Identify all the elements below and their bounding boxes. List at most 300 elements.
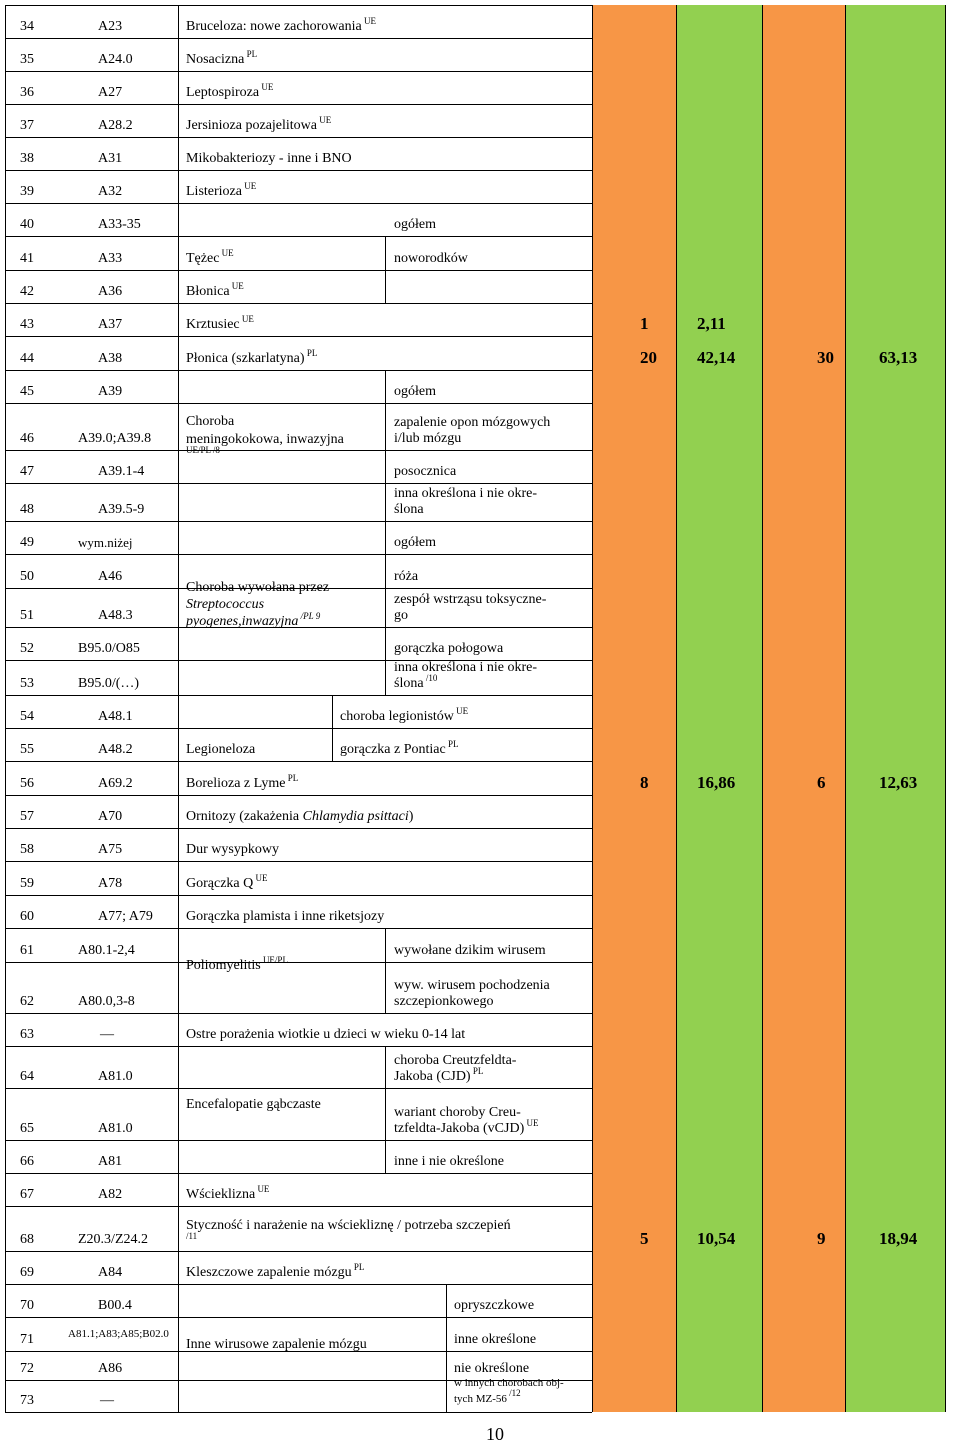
row-number-text: 53 xyxy=(20,676,34,691)
row-number-text: 38 xyxy=(20,151,34,166)
row-line xyxy=(5,137,592,138)
disease-code-text: A46 xyxy=(98,569,123,584)
row-line xyxy=(5,71,592,72)
subcategory-label-text: inna określona i nie okre- xyxy=(394,660,538,675)
subcategory-label-line2 xyxy=(394,608,408,624)
row-number-text: 67 xyxy=(20,1187,34,1202)
disease-name xyxy=(186,314,254,333)
row-line xyxy=(5,521,592,522)
row-line xyxy=(5,695,592,696)
row-number-text: 66 xyxy=(20,1154,34,1169)
value-v4-text: 63,13 xyxy=(879,348,918,367)
disease-name-text: Jersinioza pozajelitowa xyxy=(186,118,318,133)
subcategory-label-line2 xyxy=(394,1066,484,1085)
disease-code-text: A39.1-4 xyxy=(98,464,145,479)
group-strepto-l3b: inwazyjna xyxy=(241,614,299,629)
row-number-text: 60 xyxy=(20,909,34,924)
disease-code-text: A80.0,3-8 xyxy=(78,994,135,1009)
disease-code-text: A27 xyxy=(98,85,123,100)
subcategory-label-line2 xyxy=(454,1388,521,1405)
disease-code xyxy=(98,118,133,134)
value-v4-text: 18,94 xyxy=(879,1229,918,1248)
row-number xyxy=(20,809,34,825)
disease-code xyxy=(98,502,144,518)
row-number xyxy=(20,994,34,1010)
disease-code-text: A81 xyxy=(98,1154,123,1169)
disease-code-text: A84 xyxy=(98,1265,123,1280)
value-v2-text: 42,14 xyxy=(697,348,736,367)
subcategory-label-line2 xyxy=(394,994,494,1010)
disease-code xyxy=(78,1232,148,1248)
disease-name-sup-line xyxy=(186,1231,198,1250)
subcategory-label-text: nie określone xyxy=(454,1361,530,1376)
value-v4 xyxy=(879,1231,917,1247)
disease-code xyxy=(98,742,133,758)
row-number xyxy=(20,676,34,692)
row-number-text: 44 xyxy=(20,351,34,366)
disease-code-text: A23 xyxy=(98,19,123,34)
subcategory-label-line2-text: tych MZ-56 xyxy=(454,1393,507,1405)
row-number-text: 40 xyxy=(20,217,34,232)
superscript: UE xyxy=(229,281,244,291)
row-number-text: 45 xyxy=(20,384,34,399)
subcategory-label xyxy=(394,569,418,585)
superscript: PL xyxy=(244,49,258,59)
row-number-text: 61 xyxy=(20,943,34,958)
disease-code-text: A82 xyxy=(98,1187,123,1202)
subcategory-label-text: róża xyxy=(394,569,419,584)
disease-code-text: A39.5-9 xyxy=(98,502,145,517)
row-line xyxy=(5,1317,592,1318)
subcategory-label-text: choroba legionistów xyxy=(340,709,454,724)
row-number xyxy=(20,943,34,959)
disease-name-text: Kleszczowe zapalenie mózgu xyxy=(186,1265,352,1280)
subcategory-label xyxy=(394,978,550,994)
disease-code xyxy=(100,1027,114,1043)
page-number: 10 xyxy=(486,1424,504,1444)
disease-name xyxy=(186,348,318,367)
disease-name xyxy=(186,1027,465,1043)
row-number-text: 48 xyxy=(20,502,34,517)
subcategory-divider xyxy=(385,236,386,303)
row-line xyxy=(5,1206,592,1207)
disease-code-text: Z20.3/Z24.2 xyxy=(78,1232,148,1247)
group-meningo-l1 xyxy=(186,414,234,430)
superscript: UE xyxy=(317,115,332,125)
disease-code xyxy=(98,1121,133,1137)
superscript: UE/PL xyxy=(260,955,288,965)
row-line xyxy=(5,728,592,729)
row-number xyxy=(20,535,34,551)
disease-code xyxy=(98,1361,122,1377)
row-number-text: 68 xyxy=(20,1232,34,1247)
superscript: PL xyxy=(351,1262,365,1272)
disease-code-text: A81.0 xyxy=(98,1069,133,1084)
disease-code-text: B95.0/(…) xyxy=(78,676,140,691)
disease-code xyxy=(98,317,122,333)
disease-code xyxy=(98,608,133,624)
subcategory-label-text: inne określone xyxy=(454,1332,537,1347)
disease-code-text: A80.1-2,4 xyxy=(78,943,135,958)
row-number xyxy=(20,384,34,400)
row-line xyxy=(5,1251,592,1252)
group-wirus-text: Inne wirusowe zapalenie mózgu xyxy=(186,1337,367,1352)
subcategory-label-line2 xyxy=(394,673,438,692)
row-line xyxy=(5,236,592,237)
row-number xyxy=(20,251,34,267)
disease-name xyxy=(186,115,332,134)
row-line xyxy=(5,761,592,762)
disease-code-text: A24.0 xyxy=(98,52,133,67)
group-meningo-l2-text: meningokokowa, inwazyjna xyxy=(186,432,344,447)
name-divider xyxy=(178,5,179,1412)
disease-name xyxy=(186,809,413,825)
superscript: PL xyxy=(304,348,318,358)
row-number xyxy=(20,284,34,300)
row-number-text: 56 xyxy=(20,776,34,791)
subcategory-label xyxy=(454,1298,534,1314)
disease-code-text: A33-35 xyxy=(98,217,141,232)
row-number xyxy=(20,1393,34,1409)
value-v4 xyxy=(879,775,917,791)
disease-code xyxy=(98,569,122,585)
disease-code-text: A36 xyxy=(98,284,123,299)
subcategory-label-text: inna określona i nie okre- xyxy=(394,486,538,501)
row-number-text: 65 xyxy=(20,1121,34,1136)
row-number-text: 35 xyxy=(20,52,34,67)
disease-name-text: Gorączka plamista i inne riketsjozy xyxy=(186,909,385,924)
superscript: PL xyxy=(470,1066,484,1076)
disease-name xyxy=(186,151,352,167)
disease-code xyxy=(98,19,122,35)
subcategory-label xyxy=(394,660,537,676)
row-number-text: 57 xyxy=(20,809,34,824)
row-line xyxy=(5,828,592,829)
subcategory-label-line2-text: tzfeldta-Jakoba (vCJD) xyxy=(394,1121,525,1136)
subcategory-divider xyxy=(385,928,386,1013)
row-number-text: 46 xyxy=(20,431,34,446)
row-number xyxy=(20,742,34,758)
row-line xyxy=(5,483,592,484)
superscript: /12 xyxy=(506,1388,521,1398)
disease-name-text: Bruceloza: nowe zachorowania xyxy=(186,19,362,34)
value-v1-text: 5 xyxy=(640,1229,649,1248)
subcategory-label xyxy=(394,464,456,480)
row-number xyxy=(20,431,34,447)
disease-code xyxy=(98,776,133,792)
row-number-text: 54 xyxy=(20,709,34,724)
group-meningo-l1-text: Choroba xyxy=(186,414,235,429)
value-v3 xyxy=(817,350,834,366)
row-line xyxy=(5,1046,592,1047)
row-number xyxy=(20,569,34,585)
group-encef-text: Encefalopatie gąbczaste xyxy=(186,1097,321,1112)
subcategory-label-line2-text: Jakoba (CJD) xyxy=(394,1069,471,1084)
disease-code xyxy=(78,676,139,692)
subcategory-label-text: wariant choroby Creu- xyxy=(394,1105,521,1120)
disease-code-text: A48.3 xyxy=(98,608,133,623)
disease-name-text: Listerioza xyxy=(186,184,242,199)
row-number xyxy=(20,709,34,725)
row-number xyxy=(20,641,34,657)
subcategory-label-line2-text: go xyxy=(394,608,408,623)
subcategory-divider xyxy=(385,1046,386,1173)
value-v1-text: 1 xyxy=(640,314,649,333)
row-line xyxy=(5,1013,592,1014)
subcategory-divider xyxy=(332,695,333,761)
row-number-text: 47 xyxy=(20,464,34,479)
disease-code-text: A37 xyxy=(98,317,123,332)
subcategory-label-text: wyw. wirusem pochodzenia xyxy=(394,978,550,993)
subcategory-label xyxy=(394,251,468,267)
row-number-text: 62 xyxy=(20,994,34,1009)
disease-name xyxy=(186,16,376,35)
subcategory-label-line2 xyxy=(394,502,424,518)
disease-code-text: — xyxy=(100,1393,114,1408)
row-number-text: 42 xyxy=(20,284,34,299)
disease-code-text: A81.1;A83;A85;B02.0 xyxy=(68,1328,169,1340)
row-number-text: 49 xyxy=(20,535,34,550)
value-column-bg-4 xyxy=(845,5,945,1412)
row-line xyxy=(5,928,592,929)
value-v1-text: 20 xyxy=(640,348,657,367)
disease-name xyxy=(186,873,268,892)
superscript: /10 xyxy=(423,673,438,683)
subcategory-label xyxy=(394,217,436,233)
value-v2-text: 16,86 xyxy=(697,773,736,792)
row-number xyxy=(20,1121,34,1137)
subcategory-label xyxy=(394,943,546,959)
row-line xyxy=(5,1173,592,1174)
row-number xyxy=(20,776,34,792)
superscript: UE xyxy=(259,82,274,92)
disease-name xyxy=(186,281,244,300)
disease-name xyxy=(186,1262,365,1281)
superscript: UE xyxy=(253,873,268,883)
subcategory-label xyxy=(394,384,436,400)
disease-code xyxy=(98,351,122,367)
disease-name xyxy=(186,842,279,858)
value-v1-text: 8 xyxy=(640,773,649,792)
disease-code xyxy=(78,431,151,447)
column-line xyxy=(676,5,677,1412)
row-line xyxy=(5,1088,592,1089)
row-number xyxy=(20,464,34,480)
disease-name xyxy=(186,248,234,267)
disease-code-text: A70 xyxy=(98,809,123,824)
value-v1 xyxy=(640,1231,649,1247)
disease-code xyxy=(98,709,133,725)
value-v2 xyxy=(697,316,726,332)
disease-name-text: Nosacizna xyxy=(186,52,245,67)
disease-code-text: — xyxy=(100,1027,114,1042)
disease-name-text: Krztusiec xyxy=(186,317,240,332)
row-number xyxy=(20,1154,34,1170)
name-part: ) xyxy=(408,809,414,824)
group-polio xyxy=(186,955,288,974)
disease-code-text: wym.niżej xyxy=(78,535,133,550)
row-number xyxy=(20,52,34,68)
superscript: UE xyxy=(255,1184,270,1194)
subcategory-label xyxy=(394,1053,516,1069)
row-number xyxy=(20,184,34,200)
row-number xyxy=(20,1232,34,1248)
disease-code xyxy=(78,943,135,959)
row-number xyxy=(20,842,34,858)
group-strepto-l1-text: Choroba wywołana przez xyxy=(186,580,330,595)
disease-code-text: A75 xyxy=(98,842,123,857)
disease-name-text: Dur wysypkowy xyxy=(186,842,279,857)
row-number xyxy=(20,1265,34,1281)
disease-code-text: A48.2 xyxy=(98,742,133,757)
disease-name-text: Tężec xyxy=(186,251,220,266)
disease-code xyxy=(98,52,133,68)
row-number-text: 69 xyxy=(20,1265,34,1280)
value-v2-text: 2,11 xyxy=(697,314,726,333)
row-number-text: 52 xyxy=(20,641,34,656)
disease-code xyxy=(98,909,153,925)
superscript: UE xyxy=(219,248,234,258)
disease-code-text: A78 xyxy=(98,876,123,891)
row-number xyxy=(20,118,34,134)
value-v3-text: 9 xyxy=(817,1229,826,1248)
disease-name xyxy=(186,909,384,925)
disease-name-text: Ostre porażenia wiotkie u dzieci w wieku 0-14 lat xyxy=(186,1027,466,1042)
row-line xyxy=(5,170,592,171)
subcategory-label-text: zapalenie opon mózgowych xyxy=(394,415,551,430)
group-strepto-l3 xyxy=(186,611,321,630)
row-number-text: 50 xyxy=(20,569,34,584)
disease-name-text: Wścieklizna xyxy=(186,1187,256,1202)
disease-code-text: A81.0 xyxy=(98,1121,133,1136)
disease-code-text: A77; A79 xyxy=(98,909,153,924)
disease-name xyxy=(186,773,299,792)
value-v1 xyxy=(640,775,649,791)
subcategory-label-text: gorączka połogowa xyxy=(394,641,504,656)
group-meningo-sup xyxy=(186,445,220,464)
row-line xyxy=(5,895,592,896)
row-number-text: 63 xyxy=(20,1027,34,1042)
disease-code xyxy=(98,384,122,400)
disease-code xyxy=(98,809,122,825)
disease-name xyxy=(186,82,274,101)
disease-name-text: Płonica (szkarlatyna) xyxy=(186,351,305,366)
disease-code xyxy=(98,1265,122,1281)
subcategory-label xyxy=(394,641,503,657)
disease-name-text: Mikobakteriozy - inne i BNO xyxy=(186,151,352,166)
row-number-text: 64 xyxy=(20,1069,34,1084)
row-number xyxy=(20,1069,34,1085)
row-number xyxy=(20,1298,34,1314)
disease-code xyxy=(98,217,141,233)
group-strepto-l1 xyxy=(186,580,329,596)
value-v1 xyxy=(640,316,649,332)
row-number-text: 73 xyxy=(20,1393,34,1408)
row-number-text: 71 xyxy=(20,1332,34,1347)
disease-code xyxy=(98,1298,132,1314)
disease-name xyxy=(186,181,257,200)
superscript: UE xyxy=(241,181,257,191)
row-line xyxy=(5,1412,592,1413)
subcategory-label-text: ogółem xyxy=(394,217,436,232)
subcategory-label-line2 xyxy=(394,431,461,447)
disease-name-text: Gorączka Q xyxy=(186,876,254,891)
disease-code xyxy=(98,842,122,858)
subcategory-label-line2-text: ślona xyxy=(394,676,424,691)
superscript: PL xyxy=(445,739,459,749)
row-line xyxy=(5,1284,592,1285)
row-line xyxy=(5,38,592,39)
value-v3-text: 30 xyxy=(817,348,834,367)
subcategory-label-text: ogółem xyxy=(394,535,436,550)
disease-name xyxy=(186,1218,511,1234)
subcategory-label xyxy=(394,415,550,431)
row-line xyxy=(5,203,592,204)
disease-code xyxy=(98,151,122,167)
disease-code-text: A38 xyxy=(98,351,123,366)
column-line xyxy=(592,5,593,1412)
subcategory-label-text: wywołane dzikim wirusem xyxy=(394,943,546,958)
disease-code xyxy=(78,641,140,657)
group-strepto-l2 xyxy=(186,597,264,613)
subcategory-label-text: gorączka z Pontiac xyxy=(340,742,446,757)
disease-name-text: Błonica xyxy=(186,284,230,299)
disease-code xyxy=(98,284,122,300)
disease-code-text: B00.4 xyxy=(98,1298,132,1313)
subcategory-label-text: posocznica xyxy=(394,464,457,479)
disease-code xyxy=(98,1154,122,1170)
superscript: /PL 9 xyxy=(298,611,321,621)
disease-name-text: Styczność i narażenie na wściekliznę / potrzeba szczepień xyxy=(186,1218,511,1233)
name-part: Ornitozy (zakażenia xyxy=(186,809,303,824)
row-line xyxy=(5,270,592,271)
disease-code-text: A39.0;A39.8 xyxy=(78,431,152,446)
row-number-text: 43 xyxy=(20,317,34,332)
row-number xyxy=(20,1027,34,1043)
column-line xyxy=(762,5,763,1412)
subcategory-label-text: ogółem xyxy=(394,384,436,399)
group-encef xyxy=(186,1097,321,1113)
subcategory-label-text: opryszczkowe xyxy=(454,1298,535,1313)
disease-code xyxy=(98,184,122,200)
superscript: PL xyxy=(285,773,299,783)
disease-code xyxy=(98,85,122,101)
row-number xyxy=(20,909,34,925)
row-number xyxy=(20,1187,34,1203)
subcategory-label-text: noworodków xyxy=(394,251,468,266)
group-wirus xyxy=(186,1337,367,1353)
row-number-text: 39 xyxy=(20,184,34,199)
row-line xyxy=(5,962,592,963)
disease-code-text: A86 xyxy=(98,1361,123,1376)
row-number xyxy=(20,1361,34,1377)
disease-code xyxy=(98,1187,122,1203)
row-number-text: 70 xyxy=(20,1298,34,1313)
subcategory-label-line2-text: i/lub mózgu xyxy=(394,431,462,446)
row-number-text: 41 xyxy=(20,251,34,266)
row-number-text: 58 xyxy=(20,842,34,857)
subcategory-label-line2 xyxy=(394,1118,539,1137)
disease-code xyxy=(78,535,133,550)
group-strepto-l3-text: pyogenes, xyxy=(186,614,242,629)
row-line xyxy=(5,861,592,862)
table-right-line xyxy=(945,5,946,1412)
row-number-text: 37 xyxy=(20,118,34,133)
value-v3 xyxy=(817,1231,826,1247)
row-line xyxy=(5,795,592,796)
disease-name xyxy=(186,1184,270,1203)
disease-code xyxy=(100,1393,114,1409)
